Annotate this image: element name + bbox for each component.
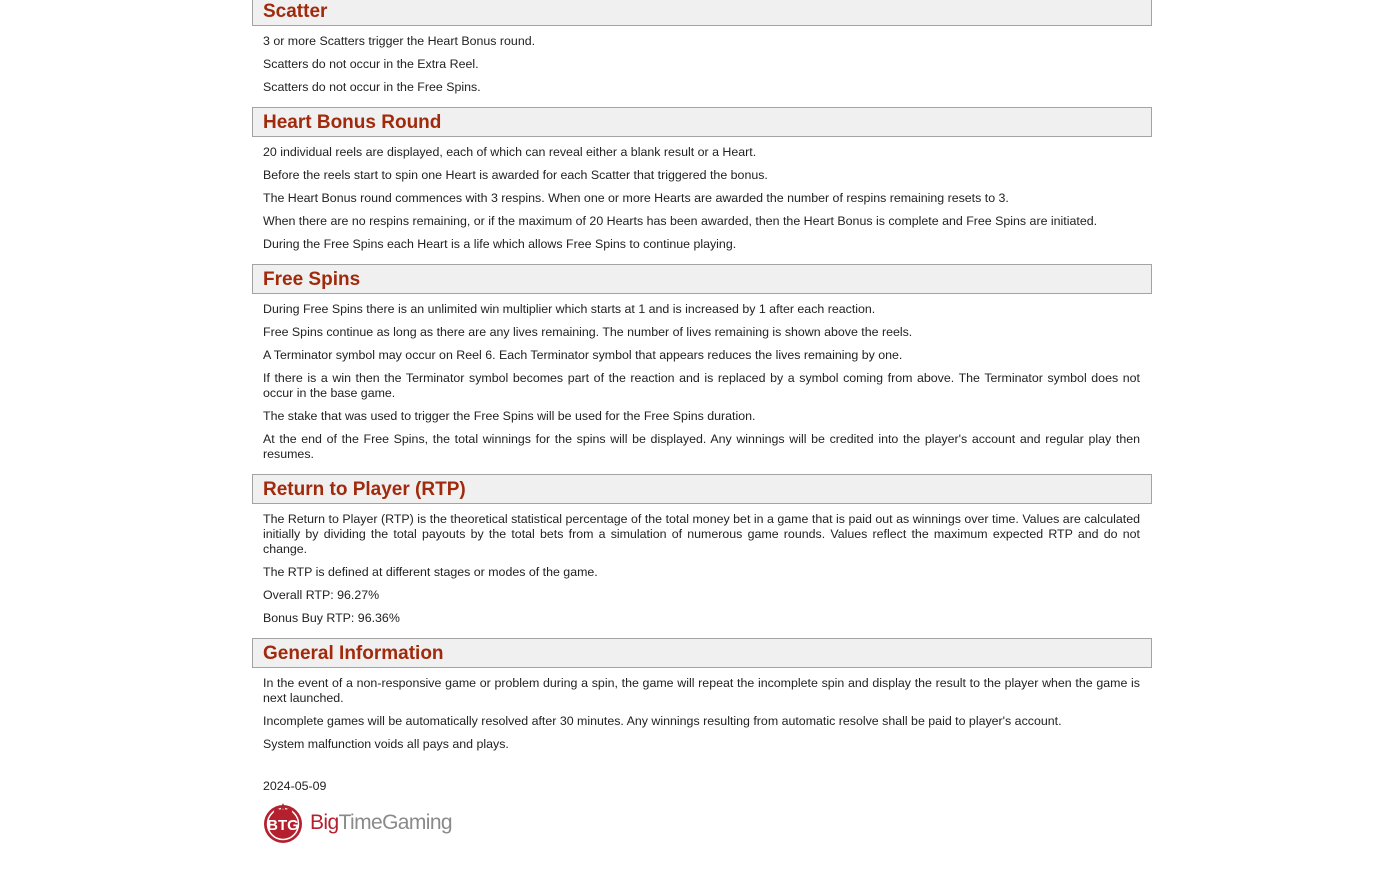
rules-content: [252, 0, 1152, 844]
paragraph: The Return to Player (RTP) is the theoretical statistical percentage of the total money bet in a game that is paid out as winnings over time. Values are calculated initially by dividing the total payouts by the total bets from a simulation of numerous game rounds. Values reflect the maximum expected RTP and do not change.: [263, 512, 1140, 556]
paragraph: During the Free Spins each Heart is a life which allows Free Spins to continue playing.: [263, 237, 737, 251]
section-header: [252, 638, 1152, 668]
overall-rtp: Overall RTP: 96.27%: [263, 588, 380, 602]
section-body: [252, 26, 1152, 95]
section-title: Free Spins: [263, 268, 361, 290]
paragraph: The RTP is defined at different stages or modes of the game.: [263, 565, 598, 579]
logo-word-gaming: Gaming: [382, 811, 452, 834]
section-header: [252, 474, 1152, 504]
section-header: [252, 0, 1152, 26]
paragraph: Incomplete games will be automatically resolved after 30 minutes. Any winnings resulting from automatic resolve shall be paid to player's account.: [263, 714, 1062, 728]
paragraph: Scatters do not occur in the Extra Reel.: [263, 57, 479, 71]
section-title: Scatter: [263, 0, 328, 22]
section-return-to-player: [252, 474, 1152, 626]
section-free-spins: [252, 264, 1152, 462]
logo-word-big: Big: [310, 811, 339, 834]
section-title: General Information: [263, 642, 444, 664]
paragraph: When there are no respins remaining, or if the maximum of 20 Hearts has been awarded, then the Heart Bonus is complete and Free Spins are initiated.: [263, 214, 1098, 228]
logo-word-time: Time: [338, 811, 383, 834]
paragraph: A Terminator symbol may occur on Reel 6. Each Terminator symbol that appears reduces the lives remaining by one.: [263, 348, 903, 362]
paragraph: The Heart Bonus round commences with 3 respins. When one or more Hearts are awarded the number of respins remaining resets to 3.: [263, 191, 1009, 205]
section-title: Return to Player (RTP): [263, 478, 466, 500]
section-body: [252, 137, 1152, 252]
section-general-information: [252, 638, 1152, 752]
paragraph: In the event of a non-responsive game or problem during a spin, the game will repeat the incomplete spin and display the result to the player when the game is next launched.: [263, 676, 1140, 705]
paragraph: System malfunction voids all pays and plays.: [263, 737, 509, 751]
paragraph: At the end of the Free Spins, the total winnings for the spins will be displayed. Any winnings will be credited into the player's account and regular play then resumes.: [263, 432, 1140, 461]
section-header: [252, 107, 1152, 137]
big-time-gaming-logo: [263, 802, 1152, 844]
paragraph: Scatters do not occur in the Free Spins.: [263, 80, 481, 94]
section-body: [252, 668, 1152, 752]
section-title: Heart Bonus Round: [263, 111, 442, 133]
section-body: [252, 504, 1152, 626]
paragraph: If there is a win then the Terminator symbol becomes part of the reaction and is replaced by a symbol coming from above. The Terminator symbol does not occur in the base game.: [263, 371, 1140, 400]
paragraph: The stake that was used to trigger the Free Spins will be used for the Free Spins duration.: [263, 409, 756, 423]
paragraph: Before the reels start to spin one Heart is awarded for each Scatter that triggered the bonus.: [263, 168, 768, 182]
section-body: [252, 294, 1152, 462]
logo-badge-text: BTG: [267, 817, 299, 834]
footer: [252, 760, 1152, 844]
paragraph: Free Spins continue as long as there are any lives remaining. The number of lives remaining is shown above the reels.: [263, 325, 913, 339]
btg-logo-icon: [263, 802, 303, 844]
paragraph: 3 or more Scatters trigger the Heart Bonus round.: [263, 34, 536, 48]
logo-wordmark: [310, 811, 452, 835]
section-scatter: [252, 0, 1152, 95]
paragraph: 20 individual reels are displayed, each of which can reveal either a blank result or a Heart.: [263, 145, 757, 159]
section-header: [252, 264, 1152, 294]
section-heart-bonus-round: [252, 107, 1152, 252]
version-date: 2024-05-09: [263, 779, 327, 793]
paragraph: During Free Spins there is an unlimited win multiplier which starts at 1 and is increased by 1 after each reaction.: [263, 302, 876, 316]
bonus-buy-rtp: Bonus Buy RTP: 96.36%: [263, 611, 400, 625]
